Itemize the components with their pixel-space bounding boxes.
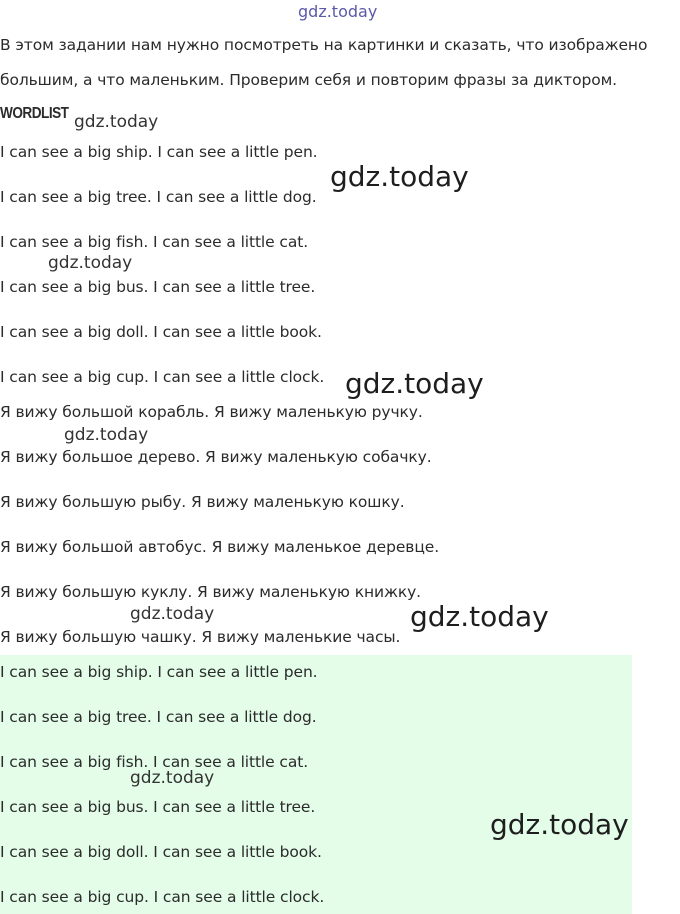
watermark: gdz.today: [74, 112, 159, 132]
intro-line: большим, а что маленьким. Проверим себя и повторим фразы за диктором.: [0, 71, 618, 89]
english-sentence: I can see a big ship. I can see a little pen.: [0, 143, 318, 161]
answer-sentence: I can see a big bus. I can see a little tree.: [0, 798, 316, 816]
russian-sentence: Я вижу большой автобус. Я вижу маленькое деревце.: [0, 538, 440, 556]
answer-sentence: I can see a big fish. I can see a little cat.: [0, 753, 309, 771]
english-sentence: I can see a big bus. I can see a little tree.: [0, 278, 316, 296]
watermark: gdz.today: [130, 604, 215, 624]
watermark: gdz.today: [64, 425, 149, 445]
russian-sentence: Я вижу большую рыбу. Я вижу маленькую кошку.: [0, 493, 405, 511]
watermark: gdz.today: [48, 253, 133, 273]
intro-line: В этом задании нам нужно посмотреть на картинки и сказать, что изображено: [0, 36, 648, 54]
watermark: gdz.today: [130, 768, 215, 788]
watermark: gdz.today: [345, 367, 484, 400]
answer-sentence: I can see a big ship. I can see a little pen.: [0, 663, 318, 681]
english-sentence: I can see a big fish. I can see a little cat.: [0, 233, 309, 251]
russian-sentence: Я вижу большой корабль. Я вижу маленькую ручку.: [0, 403, 423, 421]
russian-sentence: Я вижу большую куклу. Я вижу маленькую книжку.: [0, 583, 421, 601]
wordlist-heading: WORDLIST: [0, 105, 69, 122]
watermark: gdz.today: [490, 808, 629, 841]
russian-sentence: Я вижу большое дерево. Я вижу маленькую собачку.: [0, 448, 432, 466]
english-sentence: I can see a big doll. I can see a little book.: [0, 323, 322, 341]
answer-sentence: I can see a big tree. I can see a little dog.: [0, 708, 317, 726]
watermark: gdz.today: [410, 600, 549, 633]
answer-sentence: I can see a big cup. I can see a little clock.: [0, 888, 325, 906]
watermark: gdz.today: [298, 2, 378, 21]
english-sentence: I can see a big cup. I can see a little clock.: [0, 368, 325, 386]
english-sentence: I can see a big tree. I can see a little dog.: [0, 188, 317, 206]
watermark: gdz.today: [330, 160, 469, 193]
russian-sentence: Я вижу большую чашку. Я вижу маленькие часы.: [0, 628, 401, 646]
answer-highlight-block: [0, 655, 632, 914]
answer-sentence: I can see a big doll. I can see a little book.: [0, 843, 322, 861]
